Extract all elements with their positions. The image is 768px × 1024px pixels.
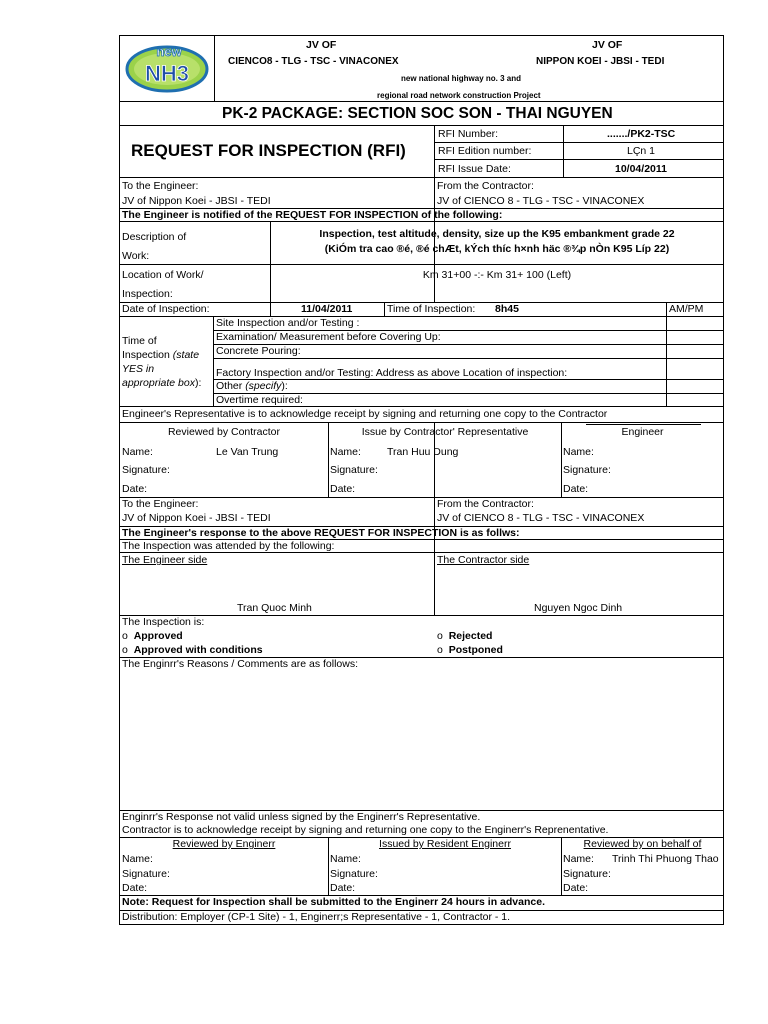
contractor-signature-label: Signature: [122, 464, 170, 476]
rfi-number-value: ......./PK2-TSC [607, 128, 676, 140]
overtime-row: Overtime required: [216, 394, 303, 406]
jv-left-members: CIENCO8 - TLG - TSC - VINACONEX [228, 56, 399, 67]
location-label-1: Location of Work/ [122, 269, 204, 281]
footer-behalf-name-value: Trinh Thi Phuong Thao [612, 853, 719, 865]
rfi-issue-value: 10/04/2011 [615, 163, 667, 175]
overtime-box[interactable] [667, 394, 723, 406]
rfi-form [119, 35, 724, 925]
from-contractor-value: JV of CIENCO 8 - TLG - TSC - VINACONEX [437, 195, 645, 207]
contractor-name-value: Le Van Trung [216, 446, 279, 458]
inspection-is-label: The Inspection is: [122, 616, 205, 628]
description-value-2: (KiÓm tra cao ®é, ®é chÆt, kÝch thíc h×nh häc ®¾p nÒn K95 Líp 22) [324, 243, 670, 255]
concrete-pouring-box[interactable] [667, 345, 723, 358]
factory-inspection-box[interactable] [667, 359, 723, 379]
footer-behalf-name-label: Name: [563, 853, 594, 865]
time-of-inspection-value: 8h45 [495, 303, 519, 315]
approved-bullet[interactable]: o [122, 630, 128, 642]
logo-nh3-text: NH3 [144, 61, 190, 86]
approved-conditions-option: o Approved with conditions [122, 644, 263, 656]
jv-left-title: JV OF [306, 39, 337, 51]
acknowledge-note: Engineer's Representative is to acknowledge receipt by signing and returning one copy to the Contractor [122, 408, 608, 420]
rejected-option: o Rejected [437, 630, 493, 642]
rep-date-label: Date: [330, 483, 356, 495]
contractor-ack-note: Contractor is to acknowledge receipt by signing and returning one copy to the Enginerr's Reprenentative. [122, 824, 609, 836]
description-label-1: Description of [122, 231, 187, 243]
other-box[interactable] [667, 380, 723, 393]
footer-engineer-signature-label: Signature: [122, 868, 170, 880]
postponed-option: o Postponed [437, 644, 503, 656]
toi-label-3: YES in [122, 363, 155, 375]
rfi-title: REQUEST FOR INSPECTION (RFI) [131, 141, 406, 160]
approved-conditions-bullet[interactable]: o [122, 644, 128, 656]
approved-option: o Approved [122, 630, 183, 642]
reviewed-by-engineer-title: Reviewed by Enginerr [172, 838, 276, 850]
description-label-2: Work: [122, 250, 150, 262]
package-title: PK-2 PACKAGE: SECTION SOC SON - THAI NGUYEN [222, 105, 613, 122]
submission-note: Note: Request for Inspection shall be submitted to the Enginerr 24 hours in advance. [122, 896, 545, 908]
issued-by-resident-engineer-title: Issued by Resident Enginerr [379, 838, 511, 850]
engineer-response-heading: The Engineer's response to the above REQUEST FOR INSPECTION is as follws: [122, 527, 520, 539]
nh3-logo [123, 39, 211, 95]
issue-by-contractor-rep-title: Issue by Contractor' Representative [361, 426, 529, 438]
rfi-edition-label: RFI Edition number: [438, 145, 532, 157]
other-row: Other (specify): [216, 380, 288, 392]
engineer-side-label: The Engineer side [122, 554, 208, 566]
logo-new-text: new [156, 44, 182, 59]
reasons-comments-label: The Enginrr's Reasons / Comments are as follows: [122, 658, 359, 670]
description-value-1: Inspection, test altitude, density, size up the K95 embankment grade 22 [319, 228, 675, 240]
reviewed-on-behalf-title: Reviewed by on behalf of [583, 838, 702, 850]
footer-engineer-date-label: Date: [122, 882, 148, 894]
attended-by-label: The Inspection was attended by the following: [122, 540, 335, 552]
footer-resident-name-label: Name: [330, 853, 361, 865]
distribution-note: Distribution: Employer (CP-1 Site) - 1, Enginerr;s Representative - 1, Contractor - 1. [122, 911, 511, 923]
time-of-inspection-label: Time of Inspection: [387, 303, 476, 315]
date-of-inspection-value: 11/04/2011 [301, 303, 353, 315]
toi-label-2: Inspection (state [122, 349, 200, 361]
project-line-2: regional road network construction Project [377, 91, 541, 100]
engineer-notice: The Engineer is notified of the REQUEST FOR INSPECTION of the following: [122, 209, 503, 221]
reviewed-by-contractor-title: Reviewed by Contractor [167, 426, 281, 438]
postponed-bullet[interactable]: o [437, 644, 443, 656]
engineer-signature-label: Signature: [563, 464, 611, 476]
project-line-1: new national highway no. 3 and [401, 74, 522, 83]
from-contractor-label: From the Contractor: [437, 180, 534, 192]
rfi-edition-value: LÇn 1 [627, 145, 656, 157]
concrete-pouring-row: Concrete Pouring: [216, 345, 301, 357]
from-contractor-value-2: JV of CIENCO 8 - TLG - TSC - VINACONEX [437, 512, 645, 524]
contractor-side-person: Nguyen Ngoc Dinh [534, 602, 623, 614]
contractor-name-label: Name: [122, 446, 153, 458]
jv-right-members: NIPPON KOEI - JBSI - TEDI [536, 56, 665, 67]
engineer-name-label: Name: [563, 446, 594, 458]
footer-behalf-signature-label: Signature: [563, 868, 611, 880]
to-engineer-value: JV of Nippon Koei - JBSI - TEDI [122, 195, 271, 207]
response-not-valid-note: Enginrr's Response not valid unless signed by the Enginerr's Representative. [122, 811, 481, 823]
jv-right-title: JV OF [592, 39, 623, 51]
site-inspection-row: Site Inspection and/or Testing : [216, 317, 360, 329]
footer-engineer-name-label: Name: [122, 853, 153, 865]
engineer-side-person: Tran Quoc Minh [237, 602, 312, 614]
date-of-inspection-label: Date of Inspection: [122, 303, 210, 315]
factory-inspection-row: Factory Inspection and/or Testing: Address as above Location of inspection: [216, 367, 568, 379]
location-label-2: Inspection: [122, 288, 173, 300]
examination-row: Examination/ Measurement before Covering Up: [216, 331, 441, 343]
rep-name-value: Tran Huu Dung [387, 446, 459, 458]
contractor-date-label: Date: [122, 483, 148, 495]
footer-resident-signature-label: Signature: [330, 868, 378, 880]
location-value: Km 31+00 -:- Km 31+ 100 (Left) [422, 269, 572, 281]
rfi-number-label: RFI Number: [438, 128, 499, 140]
rejected-bullet[interactable]: o [437, 630, 443, 642]
examination-box[interactable] [667, 331, 723, 344]
engineer-date-label: Date: [563, 483, 589, 495]
to-engineer-value-2: JV of Nippon Koei - JBSI - TEDI [122, 512, 271, 524]
contractor-side-label: The Contractor side [437, 554, 530, 566]
rfi-issue-label: RFI Issue Date: [438, 163, 511, 175]
am-pm-label: AM/PM [669, 303, 704, 315]
footer-behalf-date-label: Date: [563, 882, 589, 894]
footer-resident-date-label: Date: [330, 882, 356, 894]
rep-signature-label: Signature: [330, 464, 378, 476]
engineer-title: Engineer [621, 426, 664, 438]
reasons-comments-area[interactable] [121, 672, 722, 809]
rep-name-label: Name: [330, 446, 361, 458]
from-contractor-label-2: From the Contractor: [437, 498, 534, 510]
to-engineer-label: To the Engineer: [122, 180, 199, 192]
site-inspection-box[interactable] [667, 317, 723, 330]
toi-label-1: Time of [122, 335, 157, 347]
toi-label-4: appropriate box): [122, 377, 202, 389]
to-engineer-label-2: To the Engineer: [122, 498, 199, 510]
